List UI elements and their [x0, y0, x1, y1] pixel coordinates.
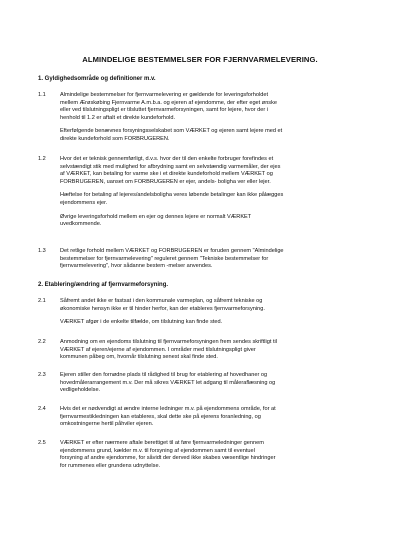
clause-body [60, 406, 365, 435]
clause-body [60, 298, 365, 333]
clause-paragraph: Det retlige forhold mellem VÆRKET og FORBRUGEREN er foruden gennem "Almindelige bestemmelser for fjernvarmelevering" reguleret gennem "Tekniske bestemmelser for fjernvarmelevering", hvor sådanne bestem -melser anvendes. [60, 248, 284, 270]
section-heading-1: 1. Gyldighedsområde og definitioner m.v. [38, 76, 156, 82]
clause-paragraph: Såfremt andet ikke er fastsat i den kommunale varmeplan, og såfremt tekniske og økonomiske hensyn ikke er til hinder herfor, kan der etableres fjernvarmeforsyning. [60, 298, 265, 312]
clause-paragraph: Efterfølgende benævnes forsyningsselskabet som VÆRKET og ejeren samt lejere med et direkte kundeforhold som FORBRUGEREN. [60, 128, 283, 142]
document-title: ALMINDELIGE BESTEMMELSER FOR FJERNVARMELEVERING. [82, 55, 318, 64]
clause-paragraph: Almindelige bestemmelser for fjernvarmelevering er gældende for leveringsforholdet mellem Ærøskøbing Fjernvarme A.m.b.a. og ejeren af ejendomme, der efter eget ønske eller ved tilslutningspligt er tilsluttet fjernvarmeforsyningen, samt for lejere, hvor der i henhold til 1.2 er aftalt et direkte kundeforhold. [60, 92, 278, 121]
clause-body [60, 339, 365, 368]
clause-body [60, 92, 365, 150]
clause-number: 2.1 [38, 298, 46, 304]
clause-body [60, 440, 365, 476]
clause-body [60, 248, 365, 277]
clause-number: 1.3 [38, 248, 46, 254]
clause-paragraph: Anmodning om en ejendoms tilslutning til fjernvarmeforsyningen frem sendes skriftligt til VÆRKET af ejeren/ejerne af ejendommen. I områder med tilslutningspligt giver kommunen påbeg om, hvornår tilslutning senest skal finde sted. [60, 339, 278, 361]
clause-number: 2.5 [38, 440, 46, 446]
clause-number: 2.3 [38, 372, 46, 378]
clause-number: 2.2 [38, 339, 46, 345]
clause-number: 2.4 [38, 406, 46, 412]
clause-number: 1.1 [38, 92, 46, 98]
clause-paragraph: VÆRKET er efter nærmere aftale berettiget til at føre fjernvarmeledninger gennem ejendommens grund, kælder m.v. til forsyning af ejendommen samt til eventuel forsyning af andre ejendomme, for såvidt der derved ikke skabes væsentlige hindringer for rummenes eller grundens udnyttelse. [60, 440, 276, 469]
clause-paragraph: VÆRKET afgør i de enkelte tilfælde, om tilslutning kan finde sted. [60, 319, 223, 326]
clause-paragraph: Ejeren stiller den fornødne plads til rådighed til brug for etablering af hovedhaner og hovedmålerarrangement m.v. Der må sikres VÆRKET let adgang til måleraflæsning og vedligeholdelse. [60, 372, 276, 394]
clause-paragraph: Hvor det er teknisk gennemførligt, d.v.s. hvor der til den enkelte forbruger forefindes et selvstændigt stik med mulighed for afbrydning samt en selvstændig varmemåler, der ejes af VÆRKET, kan betaling for varme ske i et direkte kundeforhold mellem VÆRKET og FORBRUGEREN, uanset om FORBRUGEREN er ejer, andels- boligha ver eller lejer. [60, 156, 281, 185]
section-heading-2: 2. Etablering/ændring af fjernvarmeforsyning. [38, 282, 169, 288]
clause-body [60, 156, 365, 235]
clause-paragraph: Hæftelse for betaling af lejeres/andelsboligha veres løbende betalinger kan ikke pålægges ejendommens ejer. [60, 192, 284, 206]
clause-number: 1.2 [38, 156, 46, 162]
clause-paragraph: Øvrige leveringsforhold mellem en ejer og dennes lejere er normalt VÆRKET uvedkommende. [60, 213, 252, 228]
clause-paragraph: Hvis det er nødvendigt at ændre interne ledninger m.v. på ejendommens område, for at fjernvarmestikledningen kan etableres, skal dette ske på ejerens foranledning, og omkostningerne hertil påhviler ejeren. [60, 406, 276, 428]
clause-body [60, 372, 365, 401]
